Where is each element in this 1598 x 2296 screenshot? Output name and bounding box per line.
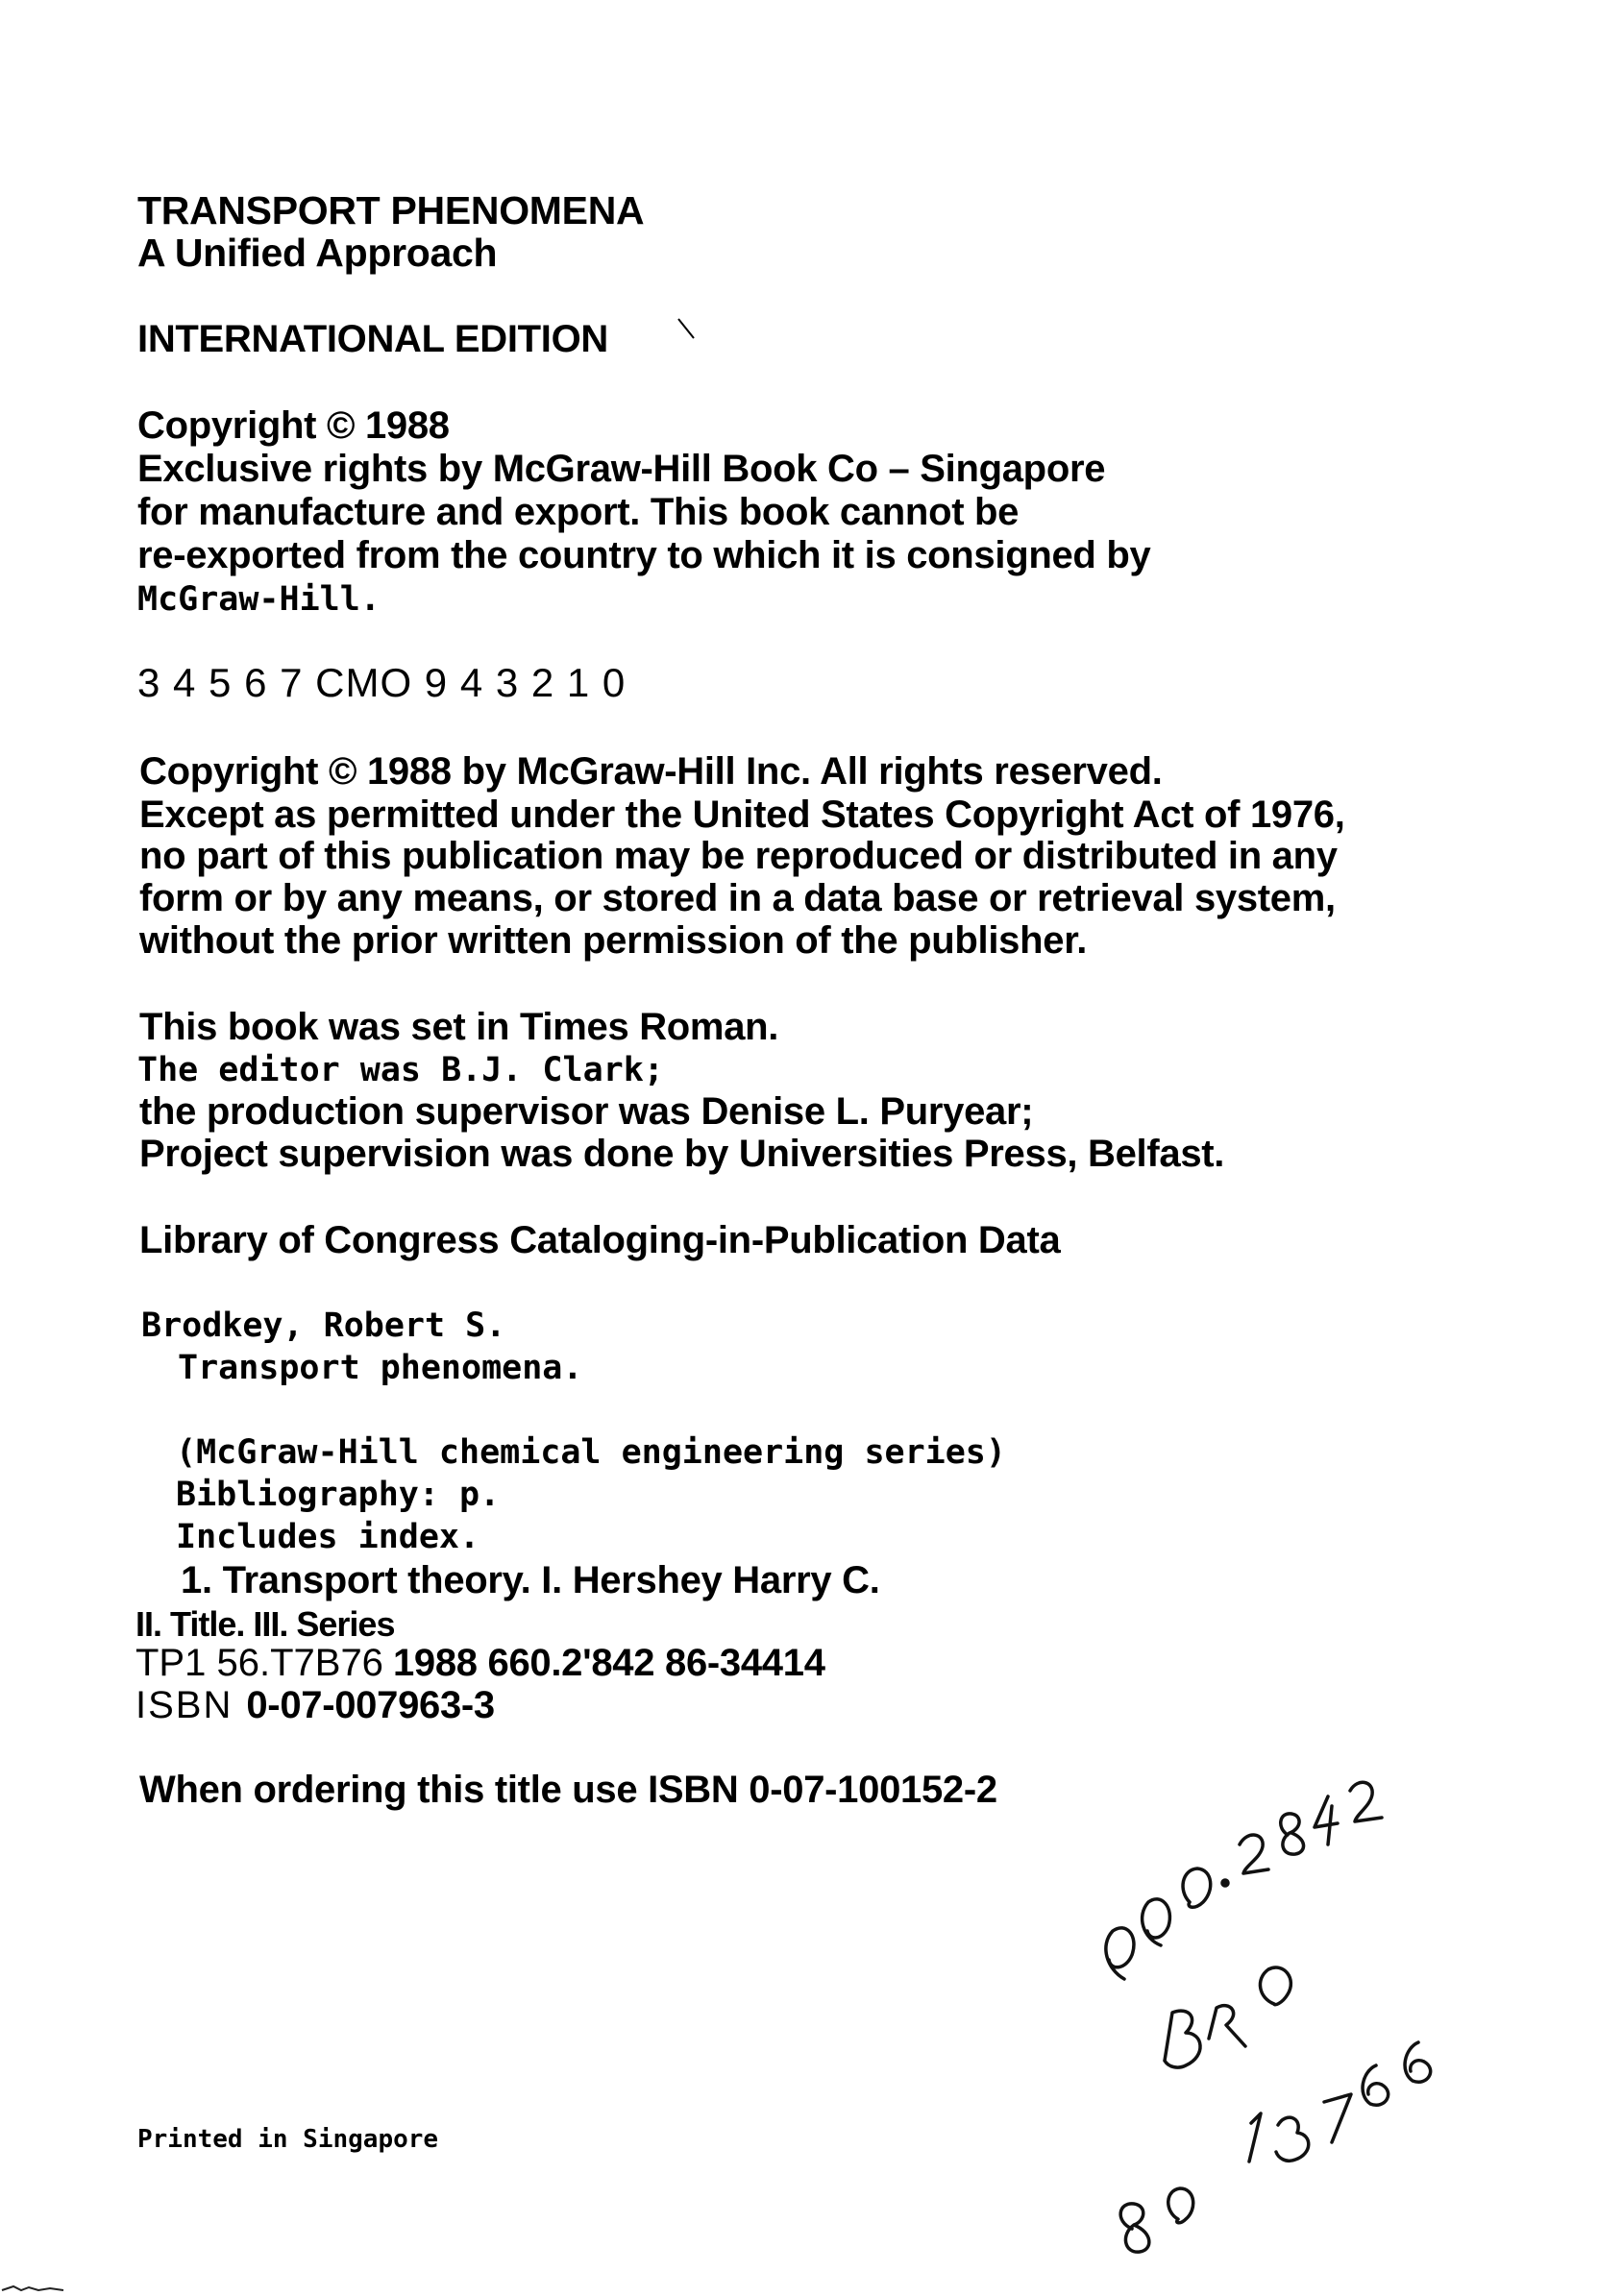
cip-added-entries: II. Title. III. Series — [135, 1604, 395, 1644]
edition-label: INTERNATIONAL EDITION — [137, 318, 608, 360]
rights-line-5: without the prior written permission of the publisher. — [139, 919, 1088, 962]
export-copyright: Copyright © 1988 — [137, 404, 450, 447]
export-line-2: for manufacture and export. This book cannot be — [137, 491, 1020, 533]
cip-author: Brodkey, Robert S. — [141, 1307, 506, 1345]
export-line-4: McGraw-Hill. — [137, 580, 381, 619]
supervisor-note: the production supervisor was Denise L. Puryear; — [139, 1090, 1034, 1133]
cip-isbn — [135, 1683, 495, 1727]
rights-line-3: no part of this publication may be reproduced or distributed in any — [139, 835, 1338, 877]
cip-title: Transport phenomena. — [178, 1349, 583, 1387]
call-number-rest: 1988 660.2'842 86-34414 — [392, 1642, 825, 1684]
printing-line: 3 4 5 6 7 CMO 9 4 3 2 1 0 — [137, 660, 627, 705]
rights-line-4: form or by any means, or stored in a data base or retrieval system, — [139, 877, 1336, 919]
book-subtitle: A Unified Approach — [137, 231, 498, 275]
isbn-value: 0-07-007963-3 — [246, 1684, 495, 1726]
rights-line-1: Copyright © 1988 by McGraw-Hill Inc. All rights reserved. — [139, 750, 1163, 793]
call-number-prefix: TP1 56.T7B76 — [135, 1642, 383, 1684]
scan-smudge — [0, 2279, 86, 2294]
export-line-3: re-exported from the country to which it is consigned by — [137, 534, 1151, 576]
project-note: Project supervision was done by Universities Press, Belfast. — [139, 1133, 1225, 1175]
cip-heading: Library of Congress Cataloging-in-Publication Data — [139, 1219, 1061, 1261]
stray-mark — [673, 315, 701, 344]
cip-index: Includes index. — [176, 1518, 480, 1556]
export-line-1: Exclusive rights by McGraw-Hill Book Co – Singapore — [137, 448, 1106, 490]
rights-line-2: Except as permitted under the United States Copyright Act of 1976, — [139, 794, 1345, 836]
cip-bibliography: Bibliography: p. — [176, 1476, 501, 1514]
typeface-note: This book was set in Times Roman. — [139, 1006, 779, 1048]
editor-note: The editor was B.J. Clark; — [137, 1051, 664, 1089]
handwritten-shelfmark — [1086, 1777, 1489, 2296]
cip-series: (McGraw-Hill chemical engineering series) — [176, 1433, 1006, 1472]
ordering-note: When ordering this title use ISBN 0-07-100152-2 — [139, 1769, 997, 1811]
book-title: TRANSPORT PHENOMENA — [137, 188, 645, 232]
printed-in-note: Printed in Singapore — [137, 2125, 439, 2154]
isbn-label: ISBN — [135, 1684, 234, 1726]
cip-call-number — [135, 1641, 825, 1685]
cip-subject: 1. Transport theory. I. Hershey Harry C. — [181, 1559, 880, 1601]
